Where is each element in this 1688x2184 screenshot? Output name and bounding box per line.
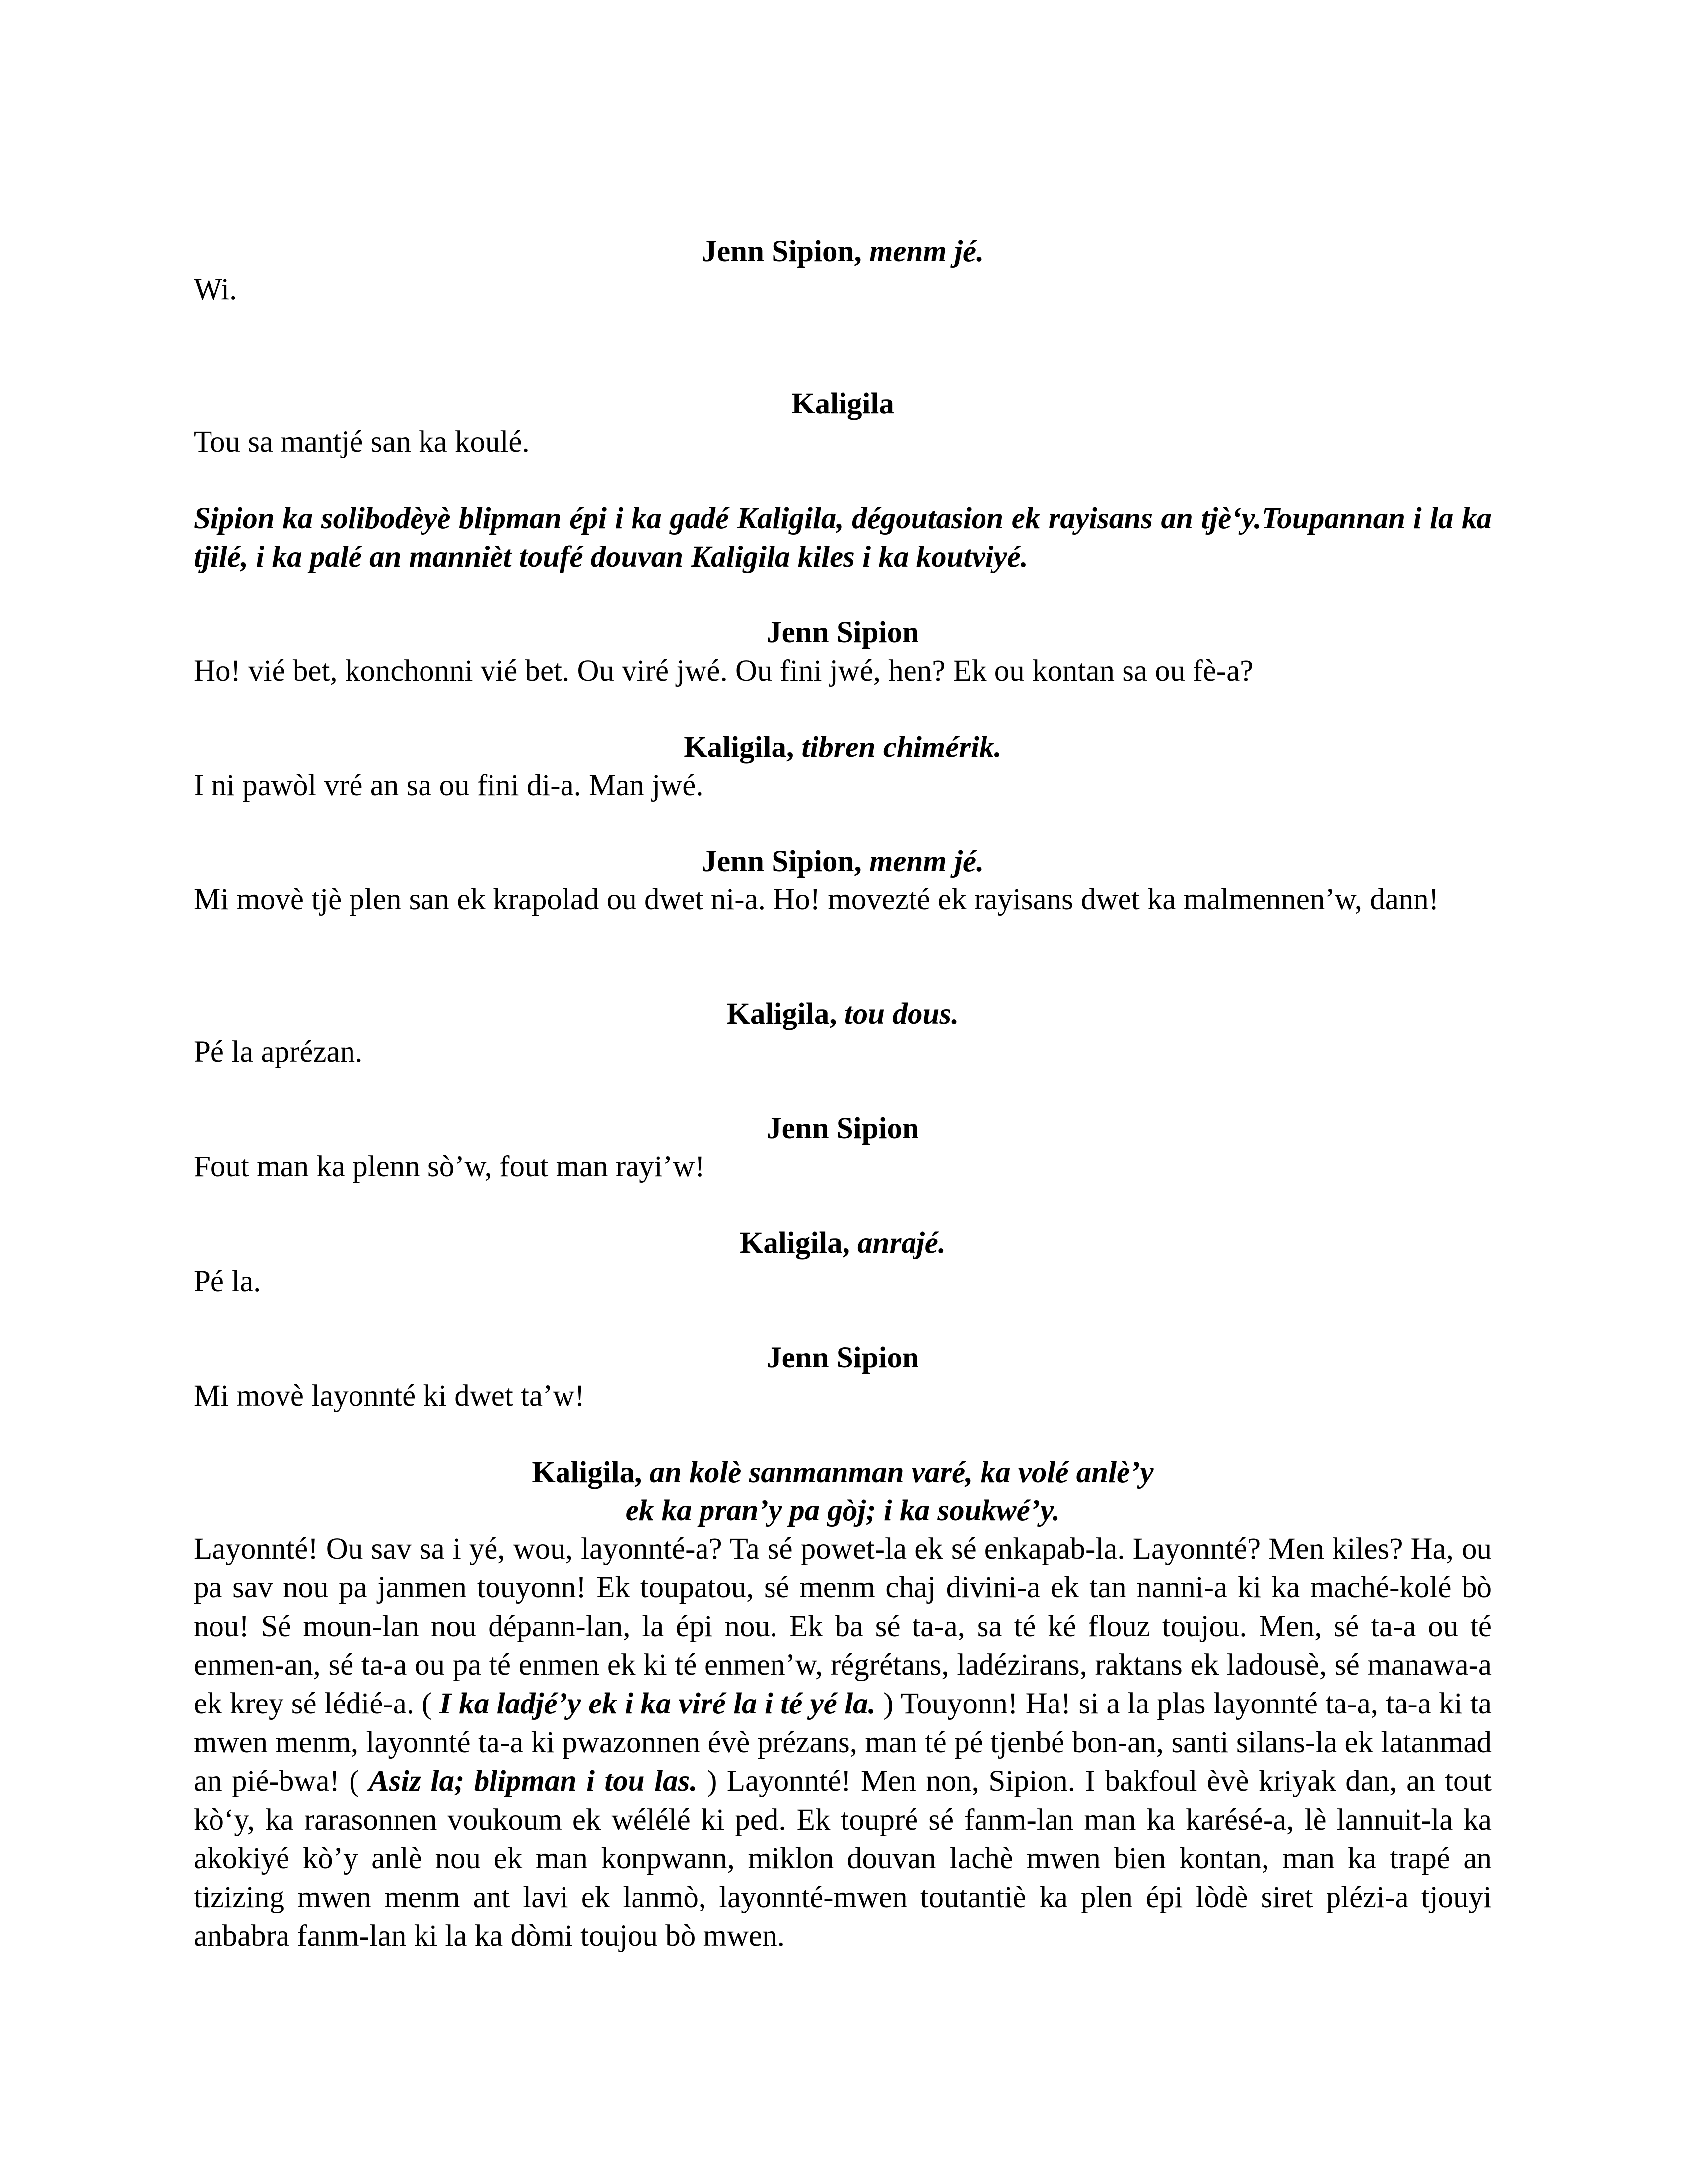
speaker-heading — [194, 1109, 1492, 1148]
speaker-name: Kaligila — [791, 387, 894, 420]
dialogue-text: ) Touyonn! Ha! si a la plas layonnté ta-a, ta-a ki ta mwen menm, layonnté ta-a ki pwazonnen évè prézans, man té pé tjenbé bon-an, santi silans-la ek latanmad an pié-bwa! ( — [194, 1687, 1492, 1798]
speaker-heading — [194, 1339, 1492, 1377]
speaker-heading — [194, 728, 1492, 767]
stage-direction-paragraph: Sipion ka solibodèyè blipman épi i ka gadé Kaligila, dégoutasion ek rayisans an tjè‘y.Toupannan i la ka tjilé, i ka palé an mannièt toufé douvan Kaligila kiles i ka koutviyé. — [194, 502, 1492, 574]
speaker-name: Kaligila, — [684, 731, 794, 764]
speaker-name: Kaligila, — [726, 997, 837, 1030]
speaker-name: Jenn Sipion — [767, 616, 919, 649]
speaker-name: Jenn Sipion — [767, 1341, 919, 1374]
dialogue-line: Ho! vié bet, konchonni vié bet. Ou viré jwé. Ou fini jwé, hen? Ek ou kontan sa ou fè-a? — [194, 654, 1254, 687]
dialogue-line: Pé la. — [194, 1265, 261, 1298]
stage-direction: an kolè sanmanman varé, ka volé anlè’y — [649, 1456, 1154, 1489]
dialogue-line: I ni pawòl vré an sa ou fini di-a. Man jwé. — [194, 769, 703, 802]
speaker-heading — [194, 1224, 1492, 1263]
inline-stage-direction: I ka ladjé’y ek i ka viré la i té yé la. — [439, 1687, 876, 1720]
stage-direction: ek ka pran’y pa gòj; i ka soukwé’y. — [625, 1494, 1060, 1527]
stage-direction: tou dous. — [844, 997, 959, 1030]
speaker-heading — [194, 842, 1492, 881]
speaker-heading-continued — [194, 1492, 1492, 1530]
speaker-heading — [194, 232, 1492, 271]
speaker-name: Jenn Sipion, — [702, 235, 862, 268]
speaker-name: Jenn Sipion, — [702, 845, 862, 878]
speaker-heading — [194, 995, 1492, 1033]
speaker-name: Kaligila, — [532, 1456, 642, 1489]
speaker-heading — [194, 1453, 1492, 1492]
dialogue-line: Mi movè layonnté ki dwet ta’w! — [194, 1379, 585, 1413]
dialogue-line: Wi. — [194, 273, 237, 306]
stage-direction: menm jé. — [869, 235, 984, 268]
dialogue-line: Pé la aprézan. — [194, 1035, 363, 1069]
speaker-name: Jenn Sipion — [767, 1112, 919, 1145]
stage-direction: menm jé. — [869, 845, 984, 878]
speaker-name: Kaligila, — [739, 1227, 850, 1260]
speaker-heading — [194, 614, 1492, 652]
stage-direction: anrajé. — [857, 1227, 946, 1260]
dialogue-line: Mi movè tjè plen san ek krapolad ou dwet ni-a. Ho! movezté ek rayisans dwet ka malmennen’w, dann! — [194, 883, 1439, 916]
dialogue-line: Fout man ka plenn sò’w, fout man rayi’w! — [194, 1150, 705, 1183]
inline-stage-direction: Asiz la; blipman i tou las. — [369, 1765, 698, 1798]
stage-direction: tibren chimérik. — [801, 731, 1002, 764]
speaker-heading — [194, 385, 1492, 423]
dialogue-line: Tou sa mantjé san ka koulé. — [194, 425, 530, 459]
dialogue-paragraph — [194, 1530, 1492, 1956]
dialogue-text: ) Layonnté! Men non, Sipion. I bakfoul èvè kriyak dan, an tout kò‘y, ka rarasonnen voukoum ek wélélé ki ped. Ek toupré sé fanm-lan man ka karésé-a, lè lannuit-la ka akokiyé kò’y anlè nou ek man konpwann, miklon douvan lachè mwen bien kontan, man ka trapé an tizizing mwen menm ant lavi ek lanmò, layonnté-mwen toutantiè ka plen épi lòdè siret plézi-a tjouyi anbabra fanm-lan ki la ka dòmi toujou bò mwen. — [194, 1765, 1492, 1953]
dialogue-text: Layonnté! Ou sav sa i yé, wou, layonnté-a? Ta sé powet-la ek sé enkapab-la. Layonnté? Men kiles? Ha, ou pa sav nou pa janmen touyonn! Ek toupatou, sé menm chaj divini-a ek tan nanni-a ki ka maché-kolé bò nou! Sé moun-lan nou dépann-lan, la épi nou. Ek ba sé ta-a, sa té ké flouz toujou. Men, sé ta-a ou té enmen-an, sé ta-a ou pa té enmen ek ki té enmen’w, régrétans, ladézirans, raktans ek ladousè, sé manawa-a ek krey sé lédié-a. ( — [194, 1532, 1492, 1720]
